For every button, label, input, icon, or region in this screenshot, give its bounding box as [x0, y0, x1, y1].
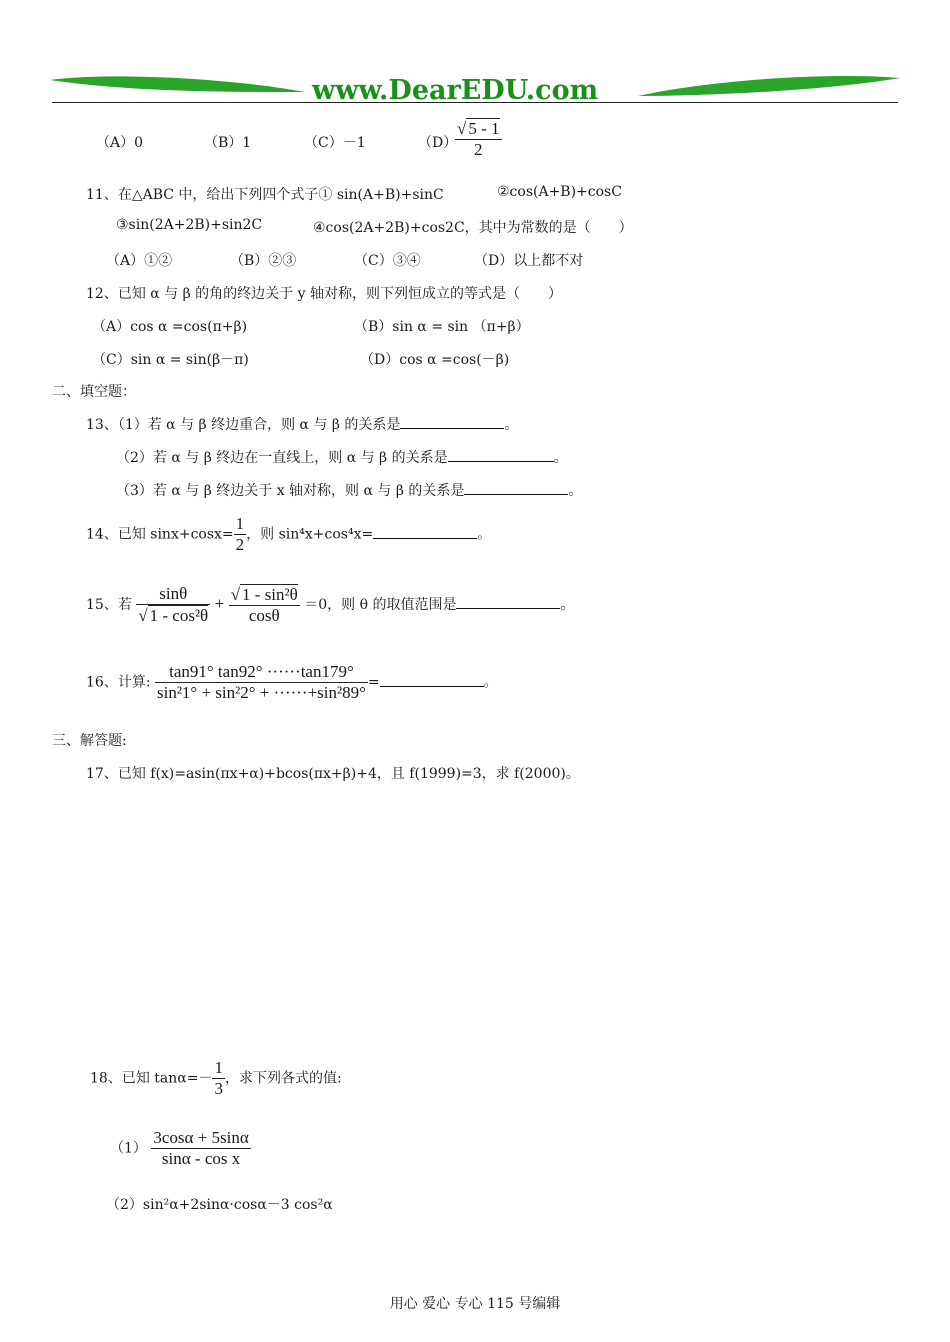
q16-fraction: [155, 662, 368, 703]
q12-option-b: （B）sin α = sin （π+β）: [354, 319, 530, 335]
q11-option-a: （A）①②: [106, 253, 173, 269]
q17: 17、已知 f(x)=asin(πx+α)+bcos(πx+β)+4，且 f(1999)=3，求 f(2000)。: [86, 766, 580, 782]
q12-stem: 12、已知 α 与 β 的角的终边关于 y 轴对称，则下列恒成立的等式是（ ）: [86, 286, 562, 302]
page-footer: 用心 爱心 专心 115 号编辑: [389, 1296, 561, 1312]
q13-part3-text: （3）若 α 与 β 终边关于 x 轴对称，则 α 与 β 的关系是: [116, 483, 465, 499]
answer-blank[interactable]: [456, 594, 560, 609]
q15: 15、若 $\frac{\sin\theta}{\text{√ 1 - cos²θ}}$ + $\frac{\text{√ 1 - sin²θ}}{\cos\theta}$ ＝0，则 θ 的取值范围是 。: [86, 584, 575, 625]
q13-part1-text: 13、（1）若 α 与 β 终边重合，则 α 与 β 的关系是: [86, 417, 401, 433]
q15-post: ＝0，则 θ 的取值范围是: [304, 597, 457, 613]
q15-f1-den: 1 - cos²θ: [149, 606, 209, 625]
q10-option-a: （A）0: [96, 135, 144, 151]
q10-option-c: （C）－1: [304, 135, 366, 151]
q13-part1-end: 。: [504, 417, 519, 433]
q16-pre: 16、计算:: [86, 674, 151, 691]
q11-line1: 11、在△ABC 中，给出下列四个式子① sin(A+B)+sinC: [86, 187, 444, 203]
q16: 16、计算: $\frac{\tan 91^\circ \tan 92^\circ \cdot\cdot\cdot\cdot\cdot\cdot\tan 179^\circ}{\text{sin²1° + sin²2° + ······+sin²89°}}$ = 。: [86, 662, 498, 702]
q11-option-d: （D）以上都不对: [474, 253, 584, 269]
q18-den: 3: [214, 1079, 223, 1098]
q11-line2-part2: ④cos(2A+2B)+cos2C，其中为常数的是（ ）: [313, 220, 633, 236]
q16-end: 。: [483, 674, 498, 691]
header-rule: [52, 102, 898, 103]
q14-end: 。: [477, 526, 492, 543]
q14-mid: ，则 sin⁴x+cos⁴x=: [246, 526, 374, 543]
q13-part3: [116, 480, 582, 500]
q18-post: ，求下列各式的值:: [224, 1070, 342, 1087]
answer-blank[interactable]: [373, 524, 477, 539]
site-logo-text: www.DearEDU.com: [312, 75, 599, 106]
q15-fraction-1: $\frac{\sin\theta}{\text{√ 1 - cos²θ}}$: [138, 584, 209, 625]
q18-p1-num: 3cosα + 5sinα: [153, 1128, 249, 1147]
q13-part2-text: （2）若 α 与 β 终边在一直线上，则 α 与 β 的关系是: [116, 450, 448, 466]
q14-pre: 14、已知 sinx+cosx=: [86, 526, 234, 543]
q10-d-numerator: 5 - 1: [468, 119, 500, 138]
q14-fraction: [234, 514, 247, 555]
q18-p1-den: sinα - cos x: [151, 1148, 250, 1169]
answer-blank[interactable]: [464, 480, 568, 495]
q18-part1: [110, 1128, 251, 1169]
q18-part2: （2）sin²α+2sinα·cosα－3 cos²α: [106, 1197, 333, 1213]
q15-f1-num: sinθ: [159, 584, 188, 603]
q11-option-c: （C）③④: [354, 253, 421, 269]
answer-blank[interactable]: [380, 672, 484, 687]
q16-num: tan91° tan92° ······tan179°: [169, 662, 354, 681]
q13-part3-end: 。: [568, 483, 583, 499]
q14-den: 2: [235, 535, 245, 554]
q18-part1-fraction: [151, 1128, 250, 1169]
q10-d-denominator: 2: [455, 139, 502, 160]
q11-line2-part1: ③sin(2A+2B)+sin2C: [116, 217, 263, 233]
q10-option-d-label: （D）: [418, 135, 458, 151]
q15-fraction-2: $\frac{\text{√ 1 - sin²θ}}{\cos\theta}$: [230, 585, 298, 625]
q13-part1: [86, 414, 518, 434]
q12-option-c: （C）sin α = sin(β－π): [92, 352, 249, 368]
q13-part2: [116, 447, 568, 467]
q15-pre: 15、若: [86, 597, 132, 613]
q10-option-d: [418, 132, 457, 152]
section-heading-fill-in: 二、填空题：: [52, 384, 136, 400]
q18-stem: [90, 1058, 342, 1099]
q18-num: 1: [214, 1058, 223, 1077]
q16-den: sin²1° + sin²2° + ······+sin²89°: [156, 683, 366, 702]
section-heading-solve: 三、解答题:: [52, 733, 127, 749]
q13-part2-end: 。: [553, 450, 568, 466]
q18-part1-label: （1）: [110, 1140, 147, 1157]
q14: [86, 514, 491, 555]
q12-option-a: （A）cos α =cos(π+β): [92, 319, 248, 335]
q14-num: 1: [235, 514, 245, 533]
q10-option-d-fraction: $\frac{√ 5 - 1}{2}$: [457, 119, 500, 159]
q18-fraction: [212, 1058, 225, 1099]
answer-blank[interactable]: [448, 447, 554, 462]
q12-option-d: （D）cos α =cos(－β): [360, 352, 510, 368]
q11-option-b: （B）②③: [230, 253, 297, 269]
q15-f2-num: 1 - sin²θ: [242, 585, 298, 604]
q10-option-b: （B）1: [204, 135, 252, 151]
q15-f2-den: cosθ: [229, 605, 300, 626]
q15-end: 。: [560, 597, 575, 613]
q11-line1-part2: ②cos(A+B)+cosC: [497, 184, 622, 200]
answer-blank[interactable]: [400, 414, 504, 429]
q18-pre: 18、已知 tanα=－: [90, 1070, 213, 1087]
